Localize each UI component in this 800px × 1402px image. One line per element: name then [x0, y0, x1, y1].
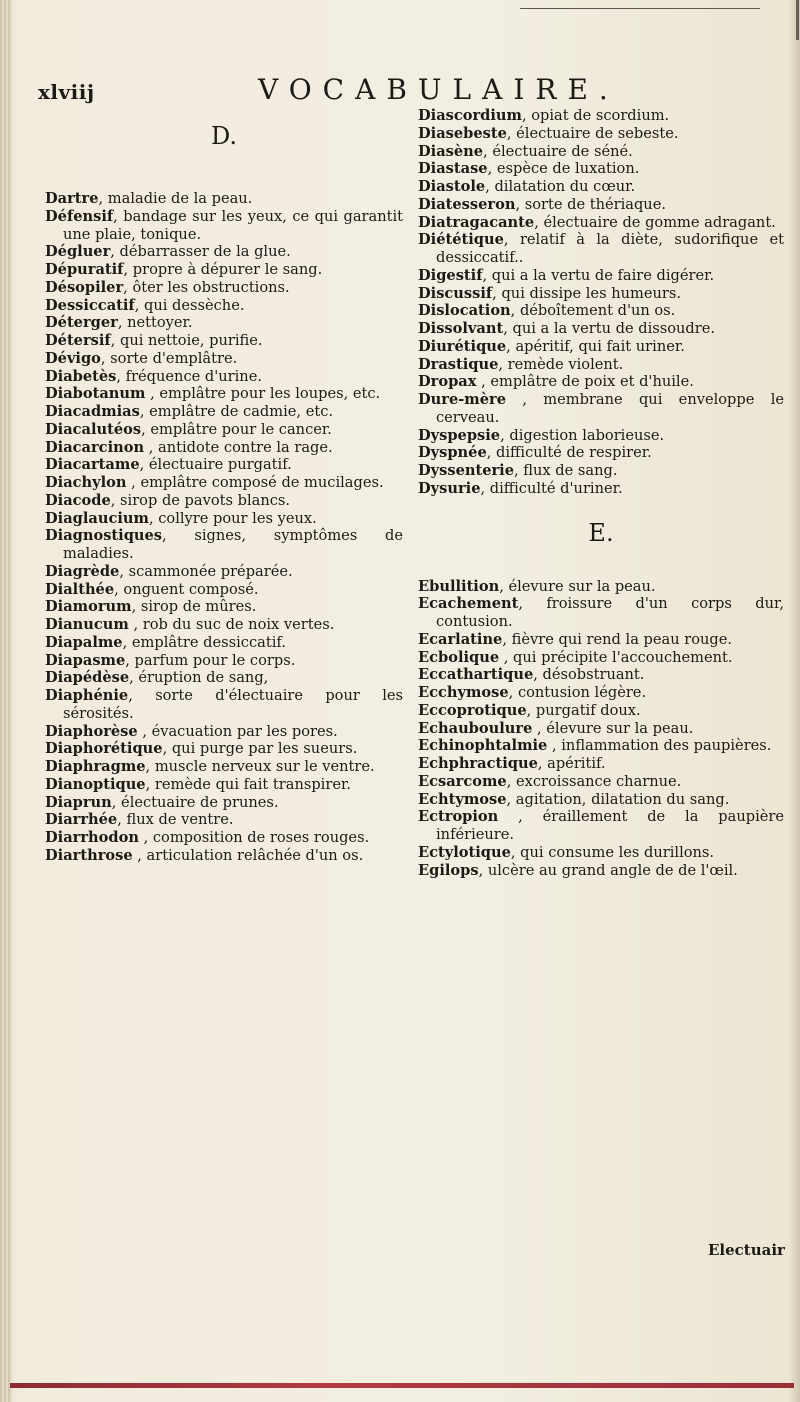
entry-headword: Diachylon	[45, 474, 127, 491]
entry-definition: , électuaire de sebeste.	[506, 124, 679, 142]
dictionary-entry	[418, 143, 784, 161]
entry-headword: Discussif	[418, 284, 493, 302]
entry-definition: , contusion légère.	[508, 684, 647, 701]
entry-headword: Diacarcinon	[45, 438, 145, 456]
entry-headword: Ectylotique	[418, 843, 511, 861]
dictionary-entry	[418, 862, 784, 880]
dictionary-entry	[418, 125, 784, 143]
entry-definition: , maladie de la peau.	[98, 190, 253, 207]
entry-headword: Echphractique	[418, 755, 538, 772]
entry-headword: Diasebeste	[418, 124, 507, 142]
dictionary-entry	[45, 208, 403, 244]
entry-headword: Diacartame	[45, 456, 140, 474]
dictionary-entry	[418, 808, 784, 844]
dictionary-entry	[45, 616, 403, 634]
entry-headword: Ecachement	[418, 595, 519, 613]
entry-headword: Digestif	[418, 266, 483, 284]
dictionary-entry	[418, 214, 784, 232]
left-entries	[45, 190, 403, 865]
entry-definition: , évacuation par les pores.	[137, 722, 338, 740]
dictionary-entry	[418, 320, 784, 338]
left-column	[45, 118, 403, 865]
dictionary-entry	[45, 190, 403, 208]
entry-headword: Echtymose	[418, 790, 507, 808]
dictionary-entry	[45, 492, 403, 510]
entry-headword: Diaphénie	[45, 687, 129, 704]
section-letter-e: E.	[588, 518, 614, 547]
entry-definition: , scammonée préparée.	[119, 562, 293, 580]
entry-definition: , excroissance charnue.	[506, 772, 682, 790]
entry-headword: Ecsarcome	[418, 772, 507, 790]
dictionary-entry	[45, 261, 403, 279]
entry-definition: , élevure sur la peau.	[532, 719, 694, 737]
dictionary-entry	[45, 598, 403, 616]
entry-definition: , éraillement de la paupière inférieure.	[436, 808, 784, 843]
entry-definition: , débarrasser de la glue.	[110, 243, 291, 261]
entry-definition: , élevure sur la peau.	[499, 577, 656, 595]
entry-definition: , désobstruant.	[533, 666, 645, 684]
dictionary-entry	[45, 474, 403, 492]
entry-headword: Eccoprotique	[418, 701, 527, 719]
dictionary-entry	[418, 302, 784, 320]
entry-definition: , sorte de thériaque.	[515, 195, 666, 213]
entry-definition: , articulation relâchée d'un os.	[132, 846, 364, 864]
entry-headword: Défensif	[45, 207, 114, 225]
right-d-entries	[418, 107, 784, 498]
entry-definition: , éruption de sang,	[129, 669, 269, 687]
entry-definition: , remède qui fait transpirer.	[145, 775, 351, 793]
entry-headword: Eccathartique	[418, 666, 534, 684]
right-e-entries	[418, 578, 784, 880]
entry-headword: Dévigo	[45, 349, 101, 367]
dictionary-entry	[418, 631, 784, 649]
entry-headword: Ecbolique	[418, 648, 500, 666]
entry-headword: Dessiccatif	[45, 296, 135, 314]
entry-headword: Ebullition	[418, 577, 500, 595]
entry-definition: , électuaire de séné.	[483, 142, 633, 160]
entry-headword: Diacode	[45, 491, 111, 509]
dictionary-entry	[418, 595, 784, 631]
entry-headword: Dégluer	[45, 243, 111, 261]
dictionary-entry	[45, 740, 403, 758]
page-right-edge	[790, 0, 800, 1402]
entry-headword: Désopiler	[45, 278, 124, 296]
dictionary-entry	[418, 267, 784, 285]
entry-headword: Diacalutéos	[45, 420, 142, 438]
entry-definition: , flux de sang.	[514, 462, 618, 479]
dictionary-entry	[45, 527, 403, 563]
entry-headword: Diastase	[418, 160, 488, 178]
entry-headword: Dianucum	[45, 616, 129, 633]
dictionary-entry	[45, 811, 403, 829]
entry-headword: Diapalme	[45, 633, 123, 651]
entry-definition: , propre à dépurer le sang.	[123, 261, 323, 278]
dictionary-entry	[418, 702, 784, 720]
entry-definition: , rob du suc de noix vertes.	[128, 616, 335, 633]
entry-definition: , sirop de pavots blancs.	[110, 491, 291, 509]
dictionary-entry	[45, 314, 403, 332]
entry-definition: , emplâtre dessiccatif.	[122, 633, 286, 651]
entry-definition: , sorte d'électuaire pour les sérosités.	[63, 687, 403, 722]
dictionary-entry	[418, 462, 784, 480]
entry-definition: , bandage sur les yeux, ce qui garantit une plaie, tonique.	[63, 207, 403, 243]
entry-headword: Dianoptique	[45, 775, 146, 793]
entry-headword: Dialthée	[45, 580, 115, 598]
entry-definition: , espèce de luxation.	[487, 160, 640, 178]
dictionary-entry	[45, 439, 403, 457]
entry-definition: , qui nettoie, purifie.	[110, 332, 263, 349]
entry-headword: Drastique	[418, 355, 499, 373]
entry-definition: , composition de roses rouges.	[138, 829, 370, 846]
dictionary-entry	[45, 385, 403, 403]
dictionary-entry	[418, 231, 784, 267]
entry-headword: Diaphragme	[45, 758, 146, 775]
entry-headword: Diaphorétique	[45, 740, 163, 758]
dictionary-entry	[45, 297, 403, 315]
entry-definition: , remède violent.	[498, 355, 624, 373]
entry-headword: Diagrède	[45, 562, 120, 580]
entry-definition: , inflammation des paupières.	[547, 737, 772, 755]
catchword: Electuair	[708, 1241, 785, 1259]
dictionary-entry	[45, 669, 403, 687]
dictionary-entry	[418, 427, 784, 445]
dictionary-entry	[418, 196, 784, 214]
dictionary-entry	[418, 844, 784, 862]
dictionary-entry	[45, 847, 403, 865]
entry-definition: , emplâtre pour les loupes, etc.	[145, 385, 381, 403]
page-number: xlviij	[38, 80, 95, 104]
entry-headword: Dyspnée	[418, 444, 487, 462]
entry-definition: , électuaire de prunes.	[111, 793, 279, 811]
dictionary-entry	[418, 160, 784, 178]
entry-headword: Echinophtalmie	[418, 737, 548, 755]
entry-headword: Diarrhodon	[45, 829, 139, 846]
entry-definition: , apéritif, qui fait uriner.	[506, 337, 685, 355]
entry-definition: , parfum pour le corps.	[125, 651, 296, 669]
dictionary-entry	[45, 634, 403, 652]
entry-headword: Diarthrose	[45, 846, 133, 864]
entry-headword: Diagnostiques	[45, 527, 163, 545]
entry-definition: , onguent composé.	[114, 580, 259, 598]
entry-headword: Diastole	[418, 178, 486, 195]
dictionary-entry	[418, 178, 784, 196]
entry-definition: , difficulté de respirer.	[486, 444, 652, 462]
entry-headword: Dropax	[418, 373, 477, 391]
entry-definition: , emplâtre composé de mucilages.	[126, 474, 384, 491]
entry-headword: Dure-mère	[418, 391, 506, 408]
dictionary-entry	[418, 444, 784, 462]
entry-headword: Dyspepsie	[418, 426, 501, 444]
dictionary-entry	[45, 563, 403, 581]
dictionary-entry	[45, 403, 403, 421]
dictionary-entry	[45, 581, 403, 599]
entry-definition: , qui a la vertu de faire digérer.	[482, 266, 715, 284]
dictionary-entry	[45, 368, 403, 386]
dictionary-entry	[45, 776, 403, 794]
entry-definition: , emplâtre pour le cancer.	[141, 420, 332, 438]
entry-headword: Diasène	[418, 142, 484, 160]
entry-definition: , flux de ventre.	[117, 811, 234, 829]
dictionary-entry	[45, 421, 403, 439]
entry-definition: , apéritif.	[537, 755, 606, 772]
entry-definition: , opiat de scordium.	[521, 107, 670, 124]
entry-headword: Déterger	[45, 314, 118, 332]
dictionary-entry	[45, 510, 403, 528]
dictionary-entry	[45, 332, 403, 350]
entry-headword: Dissolvant	[418, 320, 504, 337]
top-rule	[520, 8, 760, 9]
entry-headword: Diabotanum	[45, 385, 146, 403]
entry-headword: Dislocation	[418, 302, 511, 320]
entry-headword: Diatesseron	[418, 195, 516, 213]
entry-headword: Diététique	[418, 231, 504, 249]
right-column	[418, 107, 784, 879]
entry-headword: Egilops	[418, 861, 479, 879]
dictionary-entry	[418, 356, 784, 374]
entry-headword: Dépuratif	[45, 261, 124, 278]
entry-definition: , collyre pour les yeux.	[148, 509, 317, 527]
entry-headword: Diaprun	[45, 793, 112, 811]
dictionary-entry	[418, 773, 784, 791]
entry-definition: , qui a la vertu de dissoudre.	[503, 320, 716, 337]
entry-definition: , fréquence d'urine.	[116, 367, 262, 385]
entry-definition: , ulcère au grand angle de de l'œil.	[478, 861, 738, 879]
entry-definition: , muscle nerveux sur le ventre.	[145, 758, 375, 775]
entry-definition: , emplâtre de cadmie, etc.	[139, 403, 334, 420]
dictionary-entry	[418, 338, 784, 356]
entry-headword: Dysurie	[418, 479, 481, 497]
dictionary-entry	[418, 791, 784, 809]
entry-definition: , déboîtement d'un os.	[510, 302, 676, 320]
entry-definition: , qui dissipe les humeurs.	[492, 284, 681, 302]
entry-definition: , antidote contre la rage.	[144, 438, 333, 456]
entry-definition: , froissure d'un corps dur, contusion.	[436, 595, 784, 630]
dictionary-entry	[45, 758, 403, 776]
entry-definition: , qui dessèche.	[134, 296, 245, 314]
entry-definition: , purgatif doux.	[526, 701, 641, 719]
entry-definition: , sorte d'emplâtre.	[100, 349, 238, 367]
entry-definition: , électuaire purgatif.	[139, 456, 292, 474]
binding-edge	[0, 0, 12, 1402]
entry-definition: , sirop de mûres.	[131, 598, 257, 616]
entry-headword: Diurétique	[418, 337, 507, 355]
entry-definition: , dilatation du cœur.	[485, 178, 636, 195]
dictionary-entry	[418, 649, 784, 667]
dictionary-entry	[418, 373, 784, 391]
entry-definition: , ôter les obstructions.	[123, 278, 290, 296]
entry-headword: Diabetès	[45, 367, 117, 385]
entry-headword: Diascordium	[418, 107, 522, 124]
dictionary-entry	[418, 755, 784, 773]
entry-headword: Diaphorèse	[45, 722, 138, 740]
entry-definition: , signes, symptômes de maladies.	[63, 527, 403, 562]
entry-definition: , fièvre qui rend la peau rouge.	[502, 630, 733, 648]
dictionary-entry	[45, 243, 403, 261]
entry-definition: , qui purge par les sueurs.	[162, 740, 358, 758]
entry-definition: , agitation, dilatation du sang.	[506, 790, 730, 808]
entry-headword: Echauboulure	[418, 719, 533, 737]
entry-definition: , difficulté d'uriner.	[480, 479, 623, 497]
entry-headword: Ecarlatine	[418, 630, 503, 648]
dictionary-entry	[45, 829, 403, 847]
dictionary-entry	[418, 480, 784, 498]
dictionary-entry	[45, 279, 403, 297]
dictionary-entry	[418, 684, 784, 702]
entry-headword: Diaglaucium	[45, 509, 149, 527]
entry-definition: , membrane qui enveloppe le cerveau.	[436, 391, 784, 426]
section-letter-d: D.	[210, 122, 237, 150]
dictionary-entry	[418, 578, 784, 596]
entry-headword: Dyssenterie	[418, 462, 515, 479]
entry-headword: Diapasme	[45, 651, 126, 669]
dictionary-entry	[418, 107, 784, 125]
entry-definition: , relatif à la diète, sudorifique et dessiccatif..	[436, 231, 784, 266]
entry-headword: Détersif	[45, 332, 111, 349]
running-head: VOCABULAIRE.	[258, 73, 619, 106]
dictionary-entry	[45, 794, 403, 812]
entry-definition: , qui précipite l'accouchement.	[499, 648, 733, 666]
dictionary-entry	[418, 391, 784, 427]
dictionary-entry	[418, 285, 784, 303]
entry-definition: , emplâtre de poix et d'huile.	[476, 373, 694, 391]
entry-definition: , électuaire de gomme adragant.	[534, 213, 776, 231]
entry-definition: , qui consume les durillons.	[510, 843, 715, 861]
entry-headword: Dartre	[45, 190, 99, 207]
entry-headword: Diapédèse	[45, 669, 130, 687]
entry-headword: Ectropion	[418, 808, 499, 826]
dictionary-entry	[45, 687, 403, 723]
entry-headword: Diatragacante	[418, 213, 535, 231]
dictionary-entry	[45, 456, 403, 474]
dictionary-entry	[418, 666, 784, 684]
dictionary-entry	[45, 350, 403, 368]
dictionary-entry	[418, 737, 784, 755]
entry-definition: , digestion laborieuse.	[500, 426, 665, 444]
entry-headword: Ecchymose	[418, 684, 509, 701]
dictionary-entry	[45, 723, 403, 741]
entry-headword: Diarrhée	[45, 811, 118, 829]
entry-headword: Diamorum	[45, 598, 132, 616]
dictionary-entry	[418, 720, 784, 738]
entry-definition: , nettoyer.	[117, 314, 193, 332]
entry-headword: Diacadmias	[45, 403, 140, 420]
bottom-binding-band	[10, 1383, 794, 1388]
dictionary-entry	[45, 652, 403, 670]
